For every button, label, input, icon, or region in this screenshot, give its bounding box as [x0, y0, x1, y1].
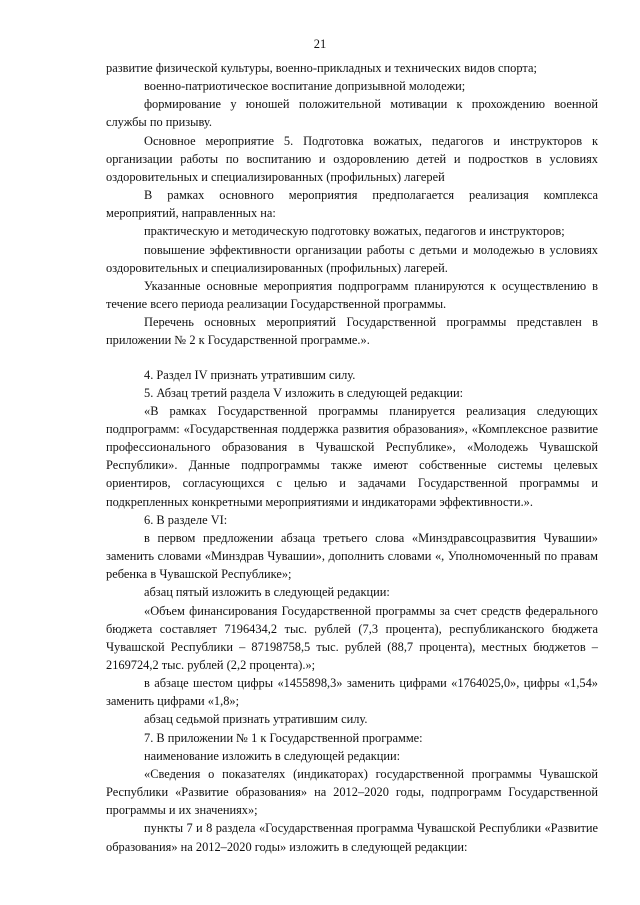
paragraph: абзац седьмой признать утратившим силу. — [144, 712, 368, 727]
paragraph: 7. В приложении № 1 к Государственной программе: — [144, 730, 423, 745]
paragraph: «Сведения о показателях (индикаторах) государственной программы Чувашской Республики «Развитие образования» на 2012–2020 годы, подпрограмм Государственной программы и их значениях»; — [106, 766, 598, 818]
page-number: 21 — [313, 37, 327, 51]
paragraph: 6. В разделе VI: — [144, 512, 228, 527]
paragraph: абзац пятый изложить в следующей редакции: — [144, 585, 390, 600]
paragraph: практическую и методическую подготовку вожатых, педагогов и инструкторов; — [144, 224, 565, 239]
paragraph: военно-патриотическое воспитание допризывной молодежи; — [144, 79, 466, 94]
paragraph: повышение эффективности организации работы с детьми и молодежью в условиях оздоровительных и специализированных (профильных) лагерей. — [106, 242, 598, 275]
paragraph: «Объем финансирования Государственной программы за счет средств федерального бюджета составляет 7196434,2 тыс. рублей (7,3 процента), республиканского бюджета Чувашской Республики – 87198758,5 тыс. рублей (88,7 процента), местных бюджетов – 2169724,2 тыс. рублей (2,2 процента).»; — [106, 603, 598, 672]
paragraph: «В рамках Государственной программы планируется реализация следующих подпрограмм: «Государственная поддержка развития образования», «Комплексное развитие профессионального образования в Чувашской Республике», «Молодежь Чувашской Республики». Данные подпрограммы также имеют собственные системы целевых ориентиров, согласующихся с целью и задачами Государственной программы и подкрепленных конкретными мероприятиями и индикаторами эффективности.». — [106, 403, 598, 509]
paragraph: 5. Абзац третий раздела V изложить в следующей редакции: — [144, 385, 464, 400]
paragraph: 4. Раздел IV признать утратившим силу. — [144, 367, 356, 382]
paragraph: наименование изложить в следующей редакции: — [144, 748, 401, 763]
paragraph: Перечень основных мероприятий Государственной программы представлен в приложении № 2 к Государственной программе.». — [106, 315, 598, 348]
document-body — [106, 59, 598, 856]
paragraph: в первом предложении абзаца третьего слова «Минздравсоцразвития Чувашии» заменить словами «Минздрав Чувашии», дополнить словами «, Уполномоченный по правам ребенка в Чувашской Республике»; — [106, 530, 598, 582]
paragraph: Указанные основные мероприятия подпрограмм планируются к осуществлению в течение всего периода реализации Государственной программы. — [106, 278, 598, 312]
paragraph: в абзаце шестом цифры «1455898,3» заменить цифрами «1764025,0», цифры «1,54» заменить цифрами «1,8»; — [106, 676, 598, 709]
paragraph: Основное мероприятие 5. Подготовка вожатых, педагогов и инструкторов к организации работы по воспитанию и оздоровлению детей и подростков в условиях оздоровительных и специализированных (профильных) лагерей — [106, 133, 598, 184]
paragraph: развитие физической культуры, военно-прикладных и технических видов спорта; — [106, 61, 537, 75]
paragraph: формирование у юношей положительной мотивации к прохождению военной службы по призыву. — [106, 97, 598, 130]
paragraph: пункты 7 и 8 раздела «Государственная программа Чувашской Республики «Развитие образования» на 2012–2020 годы» изложить в следующей редакции: — [106, 821, 598, 854]
paragraph: В рамках основного мероприятия предполагается реализация комплекса мероприятий, направленных на: — [106, 188, 598, 221]
